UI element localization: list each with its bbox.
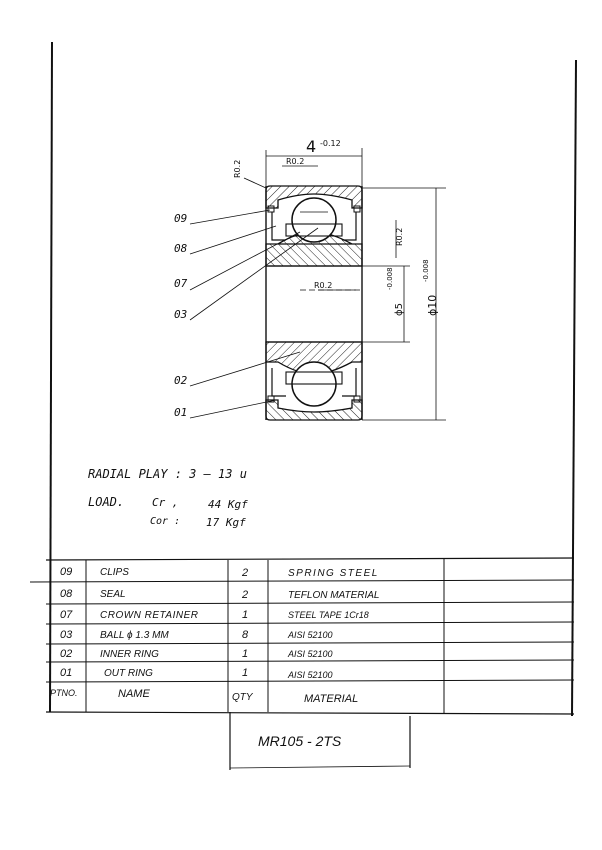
callout-02: 02 bbox=[174, 374, 188, 387]
part-no: 09 bbox=[60, 566, 73, 578]
table-header-row bbox=[50, 688, 358, 705]
od-dim: ϕ10 bbox=[426, 294, 439, 316]
dimension-texts bbox=[233, 137, 439, 316]
part-qty: 2 bbox=[242, 567, 249, 579]
radial-play-note: RADIAL PLAY : 3 — 13 u bbox=[88, 467, 247, 481]
load-label: LOAD. bbox=[88, 495, 125, 509]
callout-01: 01 bbox=[174, 406, 188, 419]
width-dim: 4 bbox=[306, 137, 317, 156]
part-qty: 1 bbox=[242, 667, 249, 679]
part-no: 08 bbox=[60, 588, 73, 600]
table-row bbox=[60, 667, 333, 680]
lower-assembly bbox=[266, 342, 362, 420]
part-qty: 8 bbox=[242, 629, 249, 641]
notes bbox=[88, 467, 248, 529]
part-name: INNER RING bbox=[100, 649, 159, 660]
od-tol: -0.008 bbox=[422, 259, 430, 282]
part-name: BALL ϕ 1.3 MM bbox=[100, 630, 169, 641]
part-material: STEEL TAPE 1Cr18 bbox=[288, 610, 369, 620]
part-name: SEAL bbox=[100, 589, 126, 600]
table-row bbox=[60, 566, 379, 579]
cr-label: Cr , bbox=[152, 496, 179, 509]
part-no: 03 bbox=[60, 629, 73, 641]
cor-label: Cor : bbox=[150, 516, 181, 527]
part-no: 02 bbox=[60, 648, 73, 660]
callout-03: 03 bbox=[174, 308, 188, 321]
part-qty: 1 bbox=[242, 648, 249, 660]
table-row bbox=[60, 629, 333, 641]
part-name: OUT RING bbox=[104, 668, 153, 679]
r-bore-dim: R0.2 bbox=[314, 281, 333, 290]
model-title: MR105 - 2TS bbox=[258, 733, 342, 749]
table-row bbox=[60, 588, 380, 601]
part-material: AISI 52100 bbox=[288, 649, 333, 659]
upper-assembly bbox=[266, 186, 362, 266]
part-qty: 2 bbox=[242, 589, 249, 601]
part-qty: 1 bbox=[242, 609, 249, 621]
part-no: 07 bbox=[60, 609, 73, 621]
part-name: CROWN RETAINER bbox=[100, 610, 199, 621]
callout-09: 09 bbox=[174, 212, 188, 225]
table-row bbox=[60, 609, 369, 621]
part-material: AISI 52100 bbox=[288, 670, 333, 680]
table-row bbox=[60, 648, 333, 660]
header-qty: QTY bbox=[232, 692, 253, 703]
part-name: CLIPS bbox=[100, 567, 129, 578]
cr-value: 44 Kgf bbox=[208, 498, 248, 511]
callout-08: 08 bbox=[174, 242, 188, 255]
part-material: SPRING STEEL bbox=[288, 568, 379, 579]
bore-tol: -0.008 bbox=[386, 267, 394, 290]
part-material: AISI 52100 bbox=[288, 630, 333, 640]
r-inner-dim: R0.2 bbox=[286, 157, 305, 166]
parts-rows bbox=[50, 566, 380, 705]
part-material: TEFLON MATERIAL bbox=[288, 590, 380, 601]
width-tol: -0.12 bbox=[320, 139, 341, 148]
callout-07: 07 bbox=[174, 277, 188, 290]
r-right-dim: R0.2 bbox=[395, 227, 404, 246]
part-no: 01 bbox=[60, 667, 73, 679]
r-outer-dim: R0.2 bbox=[233, 159, 242, 178]
header-material: MATERIAL bbox=[304, 693, 359, 705]
header-name: NAME bbox=[118, 688, 150, 700]
bore-dim: ϕ5 bbox=[394, 303, 405, 316]
bearing-section bbox=[266, 186, 362, 420]
header-no: PTNO. bbox=[50, 688, 78, 698]
cor-value: 17 Kgf bbox=[206, 516, 246, 529]
